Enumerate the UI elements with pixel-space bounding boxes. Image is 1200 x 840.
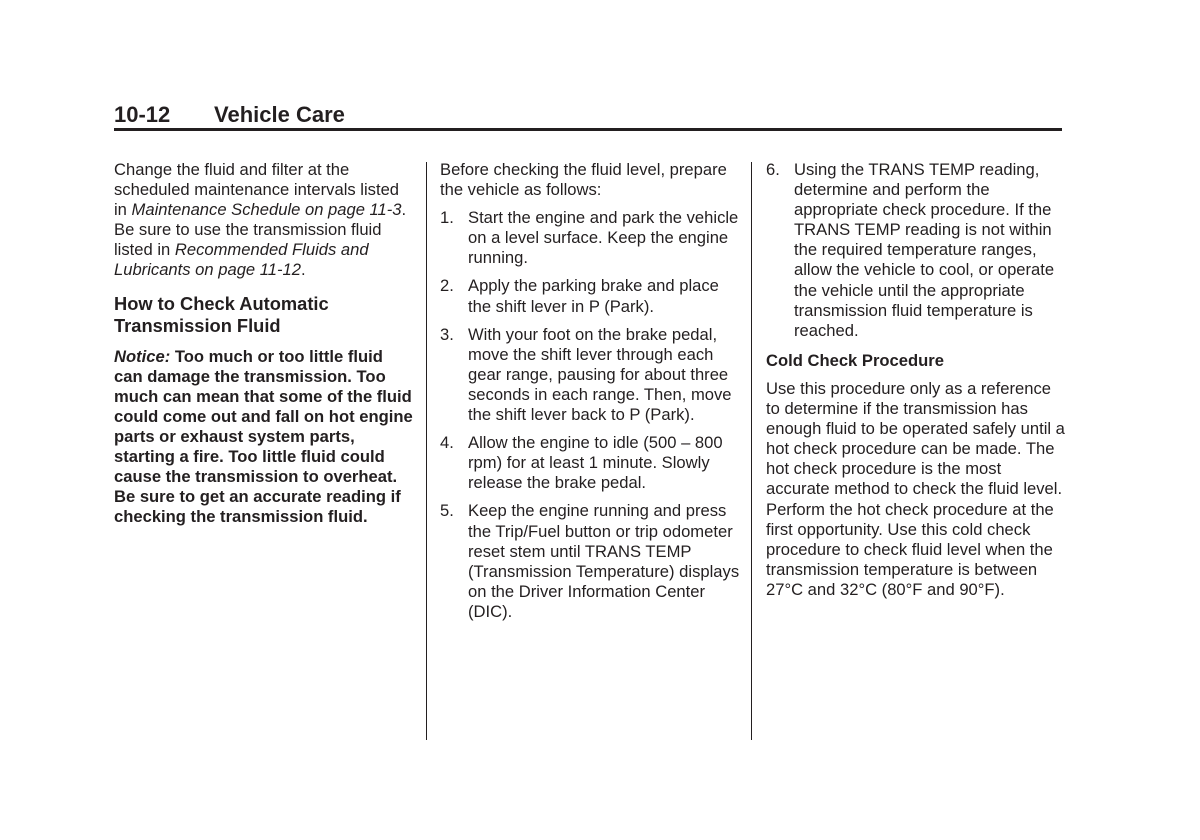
step-text: Using the TRANS TEMP reading, determine and perform the appropriate check procedure. If the TRANS TEMP reading is not within the required temperature ranges, allow the vehicle to cool, or operate the vehicle until the appropriate transmission fluid temperature is reached. — [794, 160, 1055, 340]
section-heading: How to Check Automatic Transmission Fluid — [114, 292, 329, 336]
cold-check-heading: Cold Check Procedure — [766, 350, 944, 370]
notice-text: Too much or too little fluid can damage the transmission. Too much can mean that some of the fluid could come out and fall on hot engine parts or exhaust system parts, starting a fire. Too little fluid could cause the transmission to overheat. Be sure to get an accurate reading if checking the transmission fluid. — [114, 346, 413, 527]
steps-intro: Before checking the fluid level, prepare the vehicle as follows: — [440, 160, 727, 200]
header-rule — [114, 128, 1062, 131]
step-text: Keep the engine running and press the Trip/Fuel button or trip odometer reset stem until TRANS TEMP (Transmission Temperature) displays on the Driver Information Center (DIC). — [468, 501, 740, 621]
column-3 — [766, 160, 1066, 600]
column-divider — [426, 162, 427, 740]
step-number: 5. — [440, 501, 454, 521]
step-number: 4. — [440, 433, 454, 453]
step-number: 1. — [440, 208, 454, 228]
step-item — [440, 501, 740, 622]
step-text: Start the engine and park the vehicle on a level surface. Keep the engine running. — [468, 208, 739, 268]
step-text: Apply the parking brake and place the shift lever in P (Park). — [468, 276, 719, 316]
step-number: 3. — [440, 324, 454, 344]
section-title: Vehicle Care — [214, 102, 345, 127]
step-text: With your foot on the brake pedal, move the shift lever through each gear range, pausing for about three seconds in each range. Then, move the shift lever back to P (Park). — [468, 324, 732, 425]
step-number: 6. — [766, 160, 780, 179]
notice-label: Notice: — [114, 346, 171, 366]
column-2 — [440, 160, 740, 630]
page-number: 10-12 — [114, 102, 171, 127]
step-item — [440, 276, 740, 316]
cold-check-text: Use this procedure only as a reference to determine if the transmission has enough fluid to be operated safely until a hot check procedure can be made. The hot check procedure is the most accurate method to check the fluid level. Perform the hot check procedure at the first opportunity. Use this cold check procedure to check fluid level when the transmission temperature is between 27°C and 32°C (80°F and 90°F). — [766, 378, 1065, 599]
intro-paragraph: Change the fluid and filter at the scheduled maintenance intervals listed in Maintenance Schedule on page 11-3. Be sure to use the transmission fluid listed in Recommended Fluids and Lubricants on page 11-12. — [114, 160, 407, 280]
cross-reference: Maintenance Schedule on page 11-3 — [131, 200, 402, 220]
notice-block — [114, 347, 414, 528]
step-item — [440, 208, 740, 268]
step-number: 2. — [440, 276, 454, 296]
column-divider — [751, 162, 752, 740]
column-1 — [114, 160, 414, 527]
step-item — [440, 433, 740, 493]
step-item — [766, 160, 1066, 341]
step-text: Allow the engine to idle (500 – 800 rpm) for at least 1 minute. Slowly release the brake pedal. — [468, 433, 723, 493]
cross-reference: Recommended Fluids and Lubricants on page 11-12 — [114, 240, 369, 280]
step-item — [440, 325, 740, 425]
